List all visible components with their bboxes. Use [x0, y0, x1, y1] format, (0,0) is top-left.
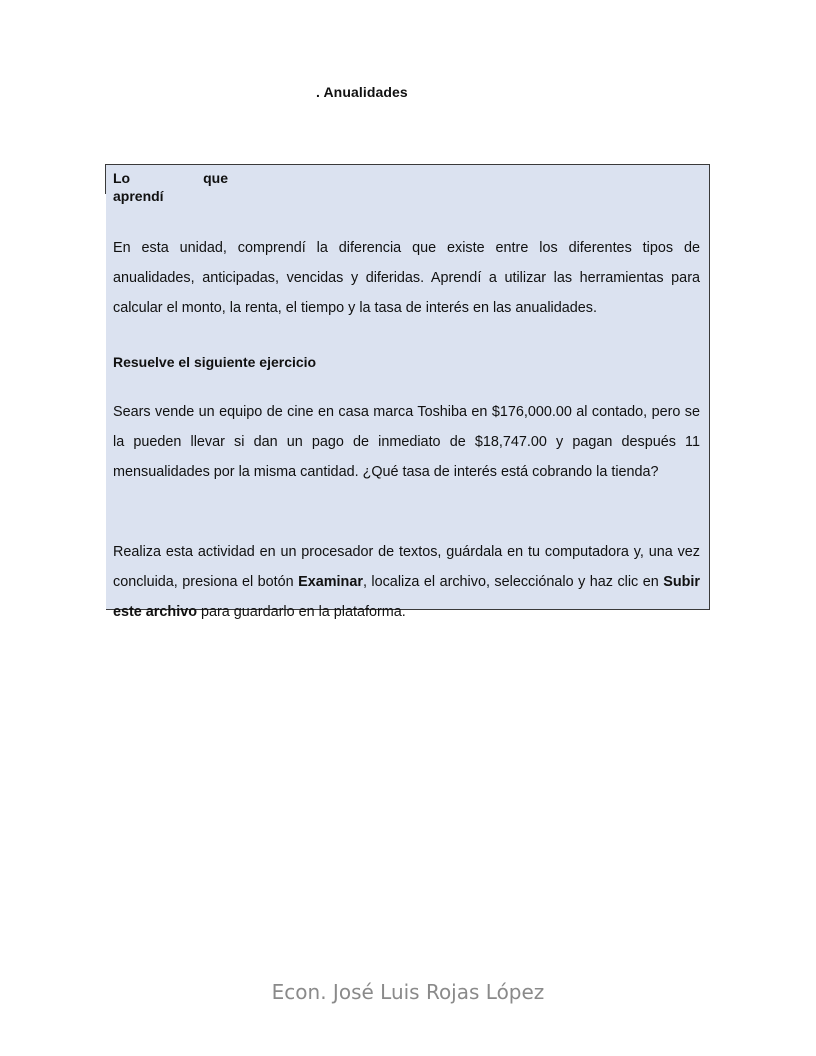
box-title-word-1: Lo: [113, 170, 131, 186]
instructions-paragraph: [113, 537, 700, 627]
exercise-heading: Resuelve el siguiente ejercicio: [113, 354, 317, 370]
footer-credit: Econ. José Luis Rojas López: [271, 980, 545, 1004]
examinar-label: Examinar: [298, 574, 363, 590]
instructions-text-1: Realiza esta actividad en un procesador de textos, guárdala en tu computadora y, una vez concluida, presiona el botón: [113, 544, 700, 590]
instructions-text-2: , localiza el archivo, selecciónalo y haz clic en: [362, 574, 664, 590]
box-title-word-2: que: [203, 170, 228, 186]
instructions-text-3: para guardarlo en la plataforma.: [197, 604, 406, 620]
box-title: [113, 169, 235, 205]
exercise-paragraph: Sears vende un equipo de cine en casa marca Toshiba en $176,000.00 al contado, pero se la pueden llevar si dan un pago de inmediato de $18,747.00 y pagan después 11 mensualidades por la misma cantidad. ¿Qué tasa de interés está cobrando la tienda?: [113, 404, 700, 480]
learning-summary-box: [106, 164, 710, 620]
subir-archivo-label: Subir este archivo: [113, 574, 700, 620]
learned-paragraph: En esta unidad, comprendí la diferencia que existe entre los diferentes tipos de anualidades, anticipadas, vencidas y diferidas. Aprendí a utilizar las herramientas para calcular el monto, la renta, el tiempo y la tasa de interés en las anualidades.: [113, 240, 700, 316]
page-title: . Anualidades: [316, 84, 408, 100]
box-title-word-3: aprendí: [113, 188, 164, 204]
